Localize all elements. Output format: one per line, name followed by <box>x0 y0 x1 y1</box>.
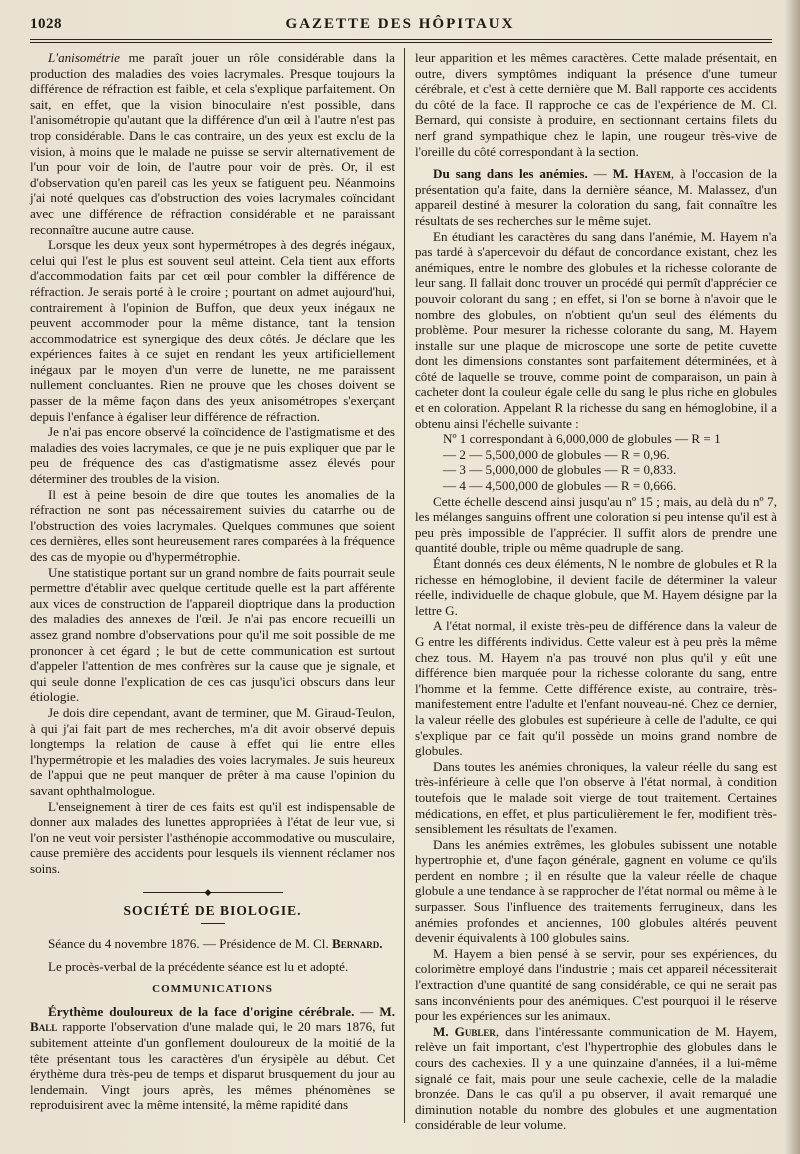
paragraph: Cette échelle descend ainsi jusqu'au nº 15 ; mais, au delà du nº 7, les mélanges sanguins offrent une coloration si peu intense qu'il est à peu près impossible de l'apprécier. Il suffit alors de prendre une quantité double, triple ou même quadruple de sang. <box>415 493 777 556</box>
president-name: Bernard. <box>332 936 383 952</box>
left-column <box>30 50 395 1113</box>
erythema-title: Érythème douloureux de la face d'origine cérébrale. <box>48 1003 355 1019</box>
scale-row: — 4 — 4,500,000 de globules — R = 0,666. <box>443 478 677 494</box>
paragraph: Lorsque les deux yeux sont hypermétropes à des degrés inégaux, celui qui l'est le plus est souvent seul atteint. Cela tient aux efforts d'accommodation faits par cet œil pour combler la différence de réfraction. Je serais porté à le croire ; pourtant on admet aujourd'hui, contrairement à l'opinion de Buffon, que deux yeux inégaux ne peuvent accommoder pour la même distance, tant la tension accommodatrice est synergique des deux côtés. Je déclare que les expériences faites à ce sujet en rendant les yeux artificiellement inégaux par le moyen d'un verre de lunette, ne me paraissent nullement concluantes. Rien ne prouve que les choses doivent se passer de la même façon dans des yeux anisométropes s'exerçant depuis l'enfance à égaliser leur différence de réfraction. <box>30 237 395 424</box>
paragraph: L'enseignement à tirer de ces faits est qu'il est indispensable de donner aux malades des lunettes appropriées à l'état de leur vue, si l'on ne veut voir persister l'asthénopie accommodative ou musculaire, cause première des accidents pour lesquels ils viennent réclamer nos soins. <box>30 798 395 876</box>
session-line <box>30 936 395 952</box>
paragraph: Étant donnés ces deux éléments, N le nombre de globules et R la richesse en hémoglobine, il devient facile de déterminer la valeur réelle, individuelle de chaque globule, que M. Hayem désigne par la lettre G. <box>415 556 777 618</box>
minutes-line: Le procès-verbal de la précédente séance est lu et adopté. <box>48 958 349 974</box>
erythema-paragraph <box>30 1004 395 1113</box>
paragraph: Dans toutes les anémies chroniques, la valeur réelle du sang est très-inférieure à celle que l'on observe à l'état normal, à condition toutefois que le malade soit vierge de tout traitement. Certaines médications, en effet, et plus particulièrement le fer, modifient très-sensiblement les résultats de l'examen. <box>415 758 777 837</box>
scale-row: — 2 — 5,500,000 de globules — R = 0,96. <box>443 446 670 462</box>
emphasis-anisometrie: L'anisométrie <box>48 50 120 65</box>
page-number: 1028 <box>30 16 62 32</box>
short-rule <box>201 923 225 924</box>
paragraph: Une statistique portant sur un grand nombre de faits pourrait seule permettre d'établir avec quelque certitude quelle est la part afférente aux vices de construction de l'appareil dioptrique dans la production des maladies des annexes de l'œil. Je n'ai pas encore recueilli un assez grand nombre d'observations pour qu'il me soit possible de me prononcer à cet égard ; le but de cette communication est surtout d'appeler l'attention de mes confrères sur la cause que je signale, et qui seule donne l'explication de ces cas jusqu'ici obscurs dans leur étiologie. <box>30 564 395 705</box>
paragraph-text: , dans l'intéressante communication de M. Hayem, relève un fait important, c'est l'hypertrophie des globules dans le cours des cachexies. Il y a une quinzaine d'années, il a lui-même signalé ce fait, mais pour une seule cachexie, celle de la maladie bronzée. Dans le cas qu'il a pu observer, il avait remarqué une diminution notable du nombre des globules et une augmentation considérable de leur volume. <box>415 1023 777 1133</box>
author-gubler: M. Gubler <box>433 1023 496 1039</box>
scale-row: — 3 — 5,000,000 de globules — R = 0,833. <box>443 462 677 478</box>
session-text: Séance du 4 novembre 1876. — Présidence de M. Cl. <box>48 936 332 952</box>
society-title: SOCIÉTÉ DE BIOLOGIE. <box>123 903 302 919</box>
section-separator <box>143 892 283 893</box>
journal-title: GAZETTE DES HÔPITAUX <box>285 16 515 32</box>
gubler-paragraph <box>415 1024 777 1133</box>
paragraph: leur apparition et les mêmes caractères. Cette malade présentait, en outre, divers symptômes indiquant la présence d'une tumeur cérébrale, et c'est à cette dernière que M. Ball rapporte ces accidents du côté de la face. Il rapproche ce cas de l'expérience de M. Cl. Bernard, qui consiste à produire, en sectionnant certains filets du nerf grand sympathique chez le lapin, une rougeur très-vive de l'oreille du côté correspondant à la section. <box>415 50 777 159</box>
page-edge-shadow <box>784 0 800 1154</box>
blood-paragraph <box>415 166 777 228</box>
paragraph-text: rapporte l'observation d'une malade qui, le 20 mars 1876, fut subitement atteinte d'un gonflement douloureux de la moitié de la tête présentant tous les caractères d'un érysipèle au début. Cet érythème dura très-peu de temps et disparut brusquement du jour au lendemain. Vingt jours après, les mêmes phénomènes se reproduisirent avec la même intensité, la même rapidité dans <box>30 1019 395 1113</box>
paragraph: Je dois dire cependant, avant de terminer, que M. Giraud-Teulon, à qui j'ai fait part de mes recherches, m'a dit avoir observé depuis longtemps la relation de cause à effet qui lie entre elles l'hypermétropie et les maladies des voies lacrymales. Je suis heureux de l'appui que ne peut manquer de prêter à ma cause l'opinion du savant ophthalmologue. <box>30 704 395 798</box>
communications-heading: COMMUNICATIONS <box>152 983 273 996</box>
paragraph: M. Hayem a bien pensé à se servir, pour ses expériences, du colorimètre employé dans l'industrie ; mais cet appareil nécessiterait l'extraction d'une quantité de sang considérable, ce qui ne serait pas sans inconvénients pour des anémiques. C'est pourquoi il le réserve pour les expériences sur les animaux. <box>415 945 777 1024</box>
paragraph: Je n'ai pas encore observé la coïncidence de l'astigmatisme et des maladies des voies lacrymales, ce que je ne puis expliquer que par le peu de fréquence des cas d'astigmatisme assez élevés pour déterminer des troubles de la vision. <box>30 424 395 487</box>
dash: — <box>587 166 613 182</box>
hemoglobin-scale <box>443 431 777 493</box>
header-rule-top <box>30 39 772 40</box>
paragraph <box>30 50 395 237</box>
author-ball: M. Ball <box>30 1003 395 1035</box>
scale-row: Nº 1 correspondant à 6,000,000 de globules — R = 1 <box>443 431 721 447</box>
paragraph: Il est à peine besoin de dire que toutes les anomalies de la réfraction ne sont pas nécessairement suivies du catarrhe ou de l'obstruction des voies lacrymales. Quelques communes que soient ces dernières, elles sont heureusement rares comparées à la fréquence des cas de myopie ou d'hypermétrophie. <box>30 486 395 564</box>
paragraph: A l'état normal, il existe très-peu de différence dans la valeur de G entre les différents individus. Cette valeur est à peu près la même chez tous. M. Hayem n'a pas trouvé non plus qu'il y eût une différence bien marquée pour la richesse colorante du sang, entre l'homme et la femme. Cette différence existe, au contraire, très-manifestement entre l'adulte et l'enfant nouveau-né. Chez ce dernier, la valeur réelle des globules est supérieure à celle de l'adulte, ce qui s'explique par ce fait qu'il possède un moins grand nombre de globules. <box>415 618 777 759</box>
header-rule-bottom <box>30 42 772 43</box>
column-divider <box>404 48 405 1123</box>
right-column <box>415 50 777 1133</box>
blood-title: Du sang dans les anémies. <box>433 166 588 182</box>
paragraph-text: , à l'occasion de la présentation qu'a faite, dans la dernière séance, M. Malassez, d'un appareil destiné à mesurer la coloration du sang, fait connaître les résultats de ses recherches sur le même sujet. <box>415 166 778 228</box>
author-hayem: M. Hayem <box>612 166 671 182</box>
paragraph-text: me paraît jouer un rôle considérable dans la production des maladies des voies lacrymales. Presque toujours la différence de réfraction est faible, et cela s'explique parfaitement. On sait, en effet, que la vision binoculaire n'est possible, dans l'anisométropie qu'autant que la différence d'un œil à l'autre n'est pas trop considérable. Dans le cas contraire, un des yeux est exclu de la vision, à moins que le malade ne puisse se servir alternativement de l'un pour voir de loin, de l'autre pour voir de près. Or, il est d'observation qu'en pareil cas les yeux se fatiguent peu. Néanmoins j'ai noté quelques cas d'obstruction des voies lacrymales coïncidant avec une différence de réfraction considérable et ne paraissant reconnaître aucune autre cause. <box>30 50 395 237</box>
paragraph: En étudiant les caractères du sang dans l'anémie, M. Hayem n'a pas tardé à s'apercevoir du défaut de concordance existant, chez les anémiques, entre le nombre des globules et la richesse colorante de leur sang. Il fallait donc trouver un procédé qui permît d'apprécier ce pouvoir colorant du sang ; en effet, si l'on se borne à n'avoir que le nombre des globules, on n'obtient qu'un seul des éléments du problème. Pour mesurer la richesse colorante du sang, M. Hayem installe sur une plaque de microscope une sorte de petite cuvette dont les dimensions constantes sont parfaitement déterminées, et à côté de laquelle se trouve, comme point de comparaison, un pain à cacheter dont la couleur égale celle du sang le plus riche en globules et en coloration. Appelant R la richesse du sang en hémoglobine, il a obtenu ainsi l'échelle suivante : <box>415 228 777 431</box>
dash: — <box>354 1003 380 1019</box>
page-header <box>30 16 770 36</box>
paragraph: Dans les anémies extrêmes, les globules subissent une notable hypertrophie et, d'une façon générale, gagnent en volume ce qu'ils perdent en nombre ; il en résulte que la valeur réelle de chaque globule a une tendance à se rapprocher de l'état normal ou même à le surpasser. Sous l'influence des traitements ferrugineux, dans les anémies profondes et anciennes, 100 globules altérés peuvent devenir équivalents à 100 globules sains. <box>415 836 777 946</box>
